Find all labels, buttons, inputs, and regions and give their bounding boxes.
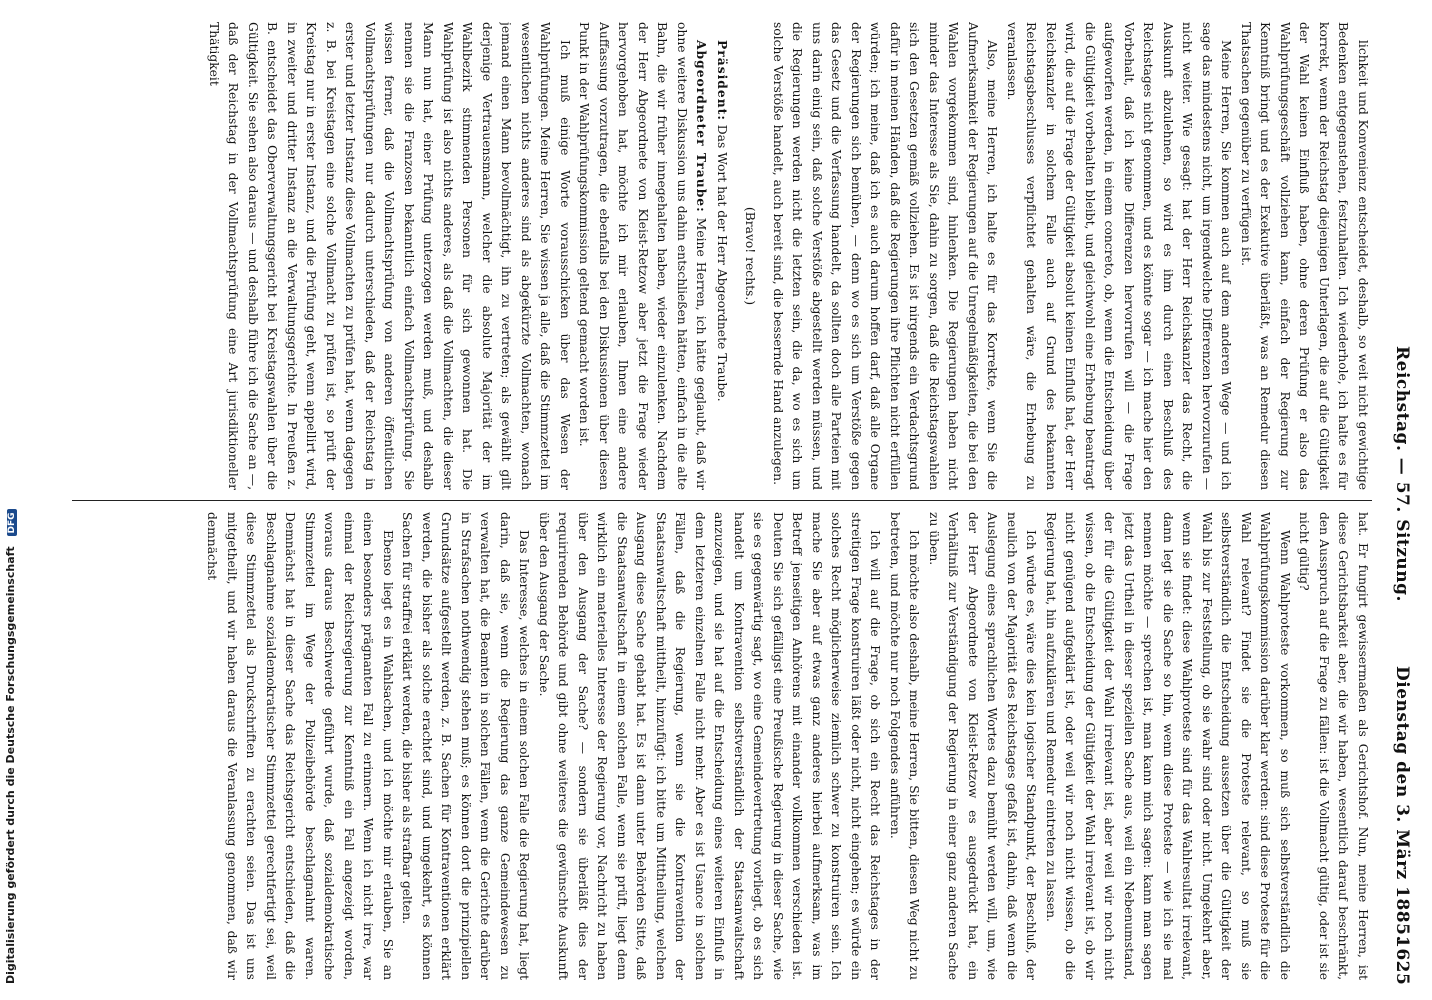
right-column: [52, 512, 1372, 980]
left-column: [52, 22, 1372, 490]
body-paragraph: Wenn Wahlproteste vorkommen, so muß sich selbstverständlich die Wahlprüfungskommission darüber klar werden: sind diese Proteste für die Wahl relevant? Findet sie die Proteste relevant, so muß sie selbstverständlich die Entscheidung aussetzen über die Gültigkeit der Wahl bis zur Feststellung, ob sie wahr sind oder nicht. Umgekehrt aber, wenn sie findet: diese Wahlproteste sind für das Wahlresultat irrelevant, dann legt sie die Sache so hin, wenn diese Proteste — wie ich sie mal nennen möchte — sprechen ist, man kann mich sagen: kann man sagen jetzt das Urtheil in dieser speziellen Sache aus, weil ein Nebenumstand, der für die Gültigkeit der Wahl irrelevant ist, aber weil wir noch nicht wissen, ob die Entscheidung der Gültigkeit der Wahl irrelevant ist, ob wir nicht genügend aufgeklärt ist, oder weil wir noch nicht wissen, ob die Regierung hat, hin aufzuklären und Remedur eintreten zu lassen.: [1044, 512, 1292, 980]
body-paragraph: Ich würde es, wäre dies kein logischer Standpunkt, der Beschluß, der neulich von der Majorität des Reichstages gefaßt ist, dahin, daß wenn die Auslegung eines sprachlichen Wortes dazu bemüht werden will, um, wie der Herr Abgeordnete von Kleist-Retzow es ausgedrückt hat, ein Verhältniß zur Verständigung der Regierung in einer ganz anderen Sache zu üben.: [927, 512, 1039, 980]
scanned-page: [47, 0, 1432, 1000]
body-paragraph: Ebenso liegt es in Wahlsachen, und ich möchte mir erlauben, Sie an einen besonders prägnanten Fall zu erinnern. Wenn ich nicht irre, war einmal der Reichsregierung zur Kenntniß ein Fall angezeigt worden, woraus daraus Beschwerde geführt wurde, daß sozialdemokratische Stimmzettel im Wege der Polizeibehörde beschlagnahmt waren. Demnächst hat in dieser Sache das Reichsgericht entschieden, daß die Beschlagnahme sozialdemokratischer Stimmzettel gerechtfertigt sei, weil diese Stimmzettel als Druckschriften zu erachten seien. Das ist uns mitgetheilt, und wir haben daraus die Veranlassung genommen, daß wir demnächst: [205, 512, 395, 980]
speaker-name: Präsident:: [715, 40, 730, 121]
body-paragraph: Also, meine Herren, ich halte es für das Korrekte, wenn Sie die Aufmerksamkeit der Regierungen auf die Unregelmäßigkeiten, die bei den Wahlen vorgekommen sind, hinlenken. Die Regierungen haben nicht minder das Interesse als Sie, dahin zu sorgen, daß die Reichstagswahlen sich den Gesetzen gemäß vollziehen. Es ist nirgends ein Verdachtsgrund dafür in meinen Händen, daß die Regierungen ihre Pflichten nicht erfüllen würden; ich meine, daß ich es auch darum hoffen darf, daß alle Organe der Regierungen sich bemühen, — denn wo es sich um Verstöße gegen das Gesetz und die Verfassung handelt, da sollten doch alle Parteien mit uns darin einig sein, daß solche Verstöße abgestellt werden müssen, und die Regierungen werden nicht die letzten sein, die da, wo es sich um solche Verstöße handelt, auch bereit sind, die bessernde Hand anzulegen.: [771, 22, 1000, 490]
applause-note: (Bravo! rechts.): [743, 206, 758, 306]
body-paragraph: Ich möchte also deshalb, meine Herren, Sie bitten, diesen Weg nicht zu betreten, und möchte nur noch Folgendes anführen.: [888, 512, 922, 980]
header-right: Dienstag den 3. März 1885.: [1392, 666, 1412, 942]
speech-text: Das Wort hat der Herr Abgeordnete Traube.: [715, 120, 729, 402]
body-paragraph: hat. Er fungirt gewissermaßen als Gerichtshof. Nun, meine Herren, ist diese Gerichtsbarkeit aber, die wir haben, wesentlich darauf beschränkt, den Ausspruch auf die Frage zu fällen: ist die Vollmacht gültig, oder ist sie nicht gültig?: [1297, 512, 1370, 980]
column-rule: [72, 500, 1372, 501]
speech-paragraph: [712, 22, 733, 490]
body-paragraph: Ich muß einige Worte vorausschicken über das Wesen der Wahlprüfungen. Meine Herren, Sie wissen ja alle, daß die Stimmzettel im wesentlichen nichts anderes sind als abgekürzte Vollmachten, wonach jemand einen Mann bevollmächtigt, ihn zu vertreten; als gewählt gilt derjenige Vertrauensmann, welcher die absolute Majorität der im Wahlbezirk stimmenden Personen für sich gewonnen hat. Die Wahlprüfung ist also nichts anderes, als daß die Vollmachten, die dieser Mann nun hat, einer Prüfung unterzogen werden muß, und deshalb nennen sie die Franzosen bekanntlich einfach Vollmachtsprüfung. Sie wissen ferner, daß die Vollmachtsprüfung von anderen öffentlichen Vollmachtsprüfungen nur dadurch unterschieden, daß der Reichstag in erster und letzter Instanz diese Vollmachten zu prüfen hat, wenn dagegen z. B. bei Kreistagen eine solche Vollmacht zu prüfen ist, so prüft der Kreistag nur in erster Instanz, und die Prüfung geht, wenn appellirt wird, in zweiter und dritter Instanz an die Verwaltungsgerichte. In Preußen z. B. entscheidet das Oberverwaltungsgericht bei Kreistagswahlen über die Gültigkeit. Sie sehen also daraus — und deshalb führe ich die Sache an —, daß der Reichstag in der Vollmachtsprüfung eine Art jurisdiktioneller Thätigkeit: [207, 22, 572, 490]
body-paragraph: lichkeit und Konvenienz entscheidet, deshalb, so weit nicht gewichtige Bedenken entgegenstehen, festzuhalten. Ich wiederhole, ich halte es für korrekt, wenn der Reichstag diejenigen Unterlagen, die auf die Gültigkeit der Wahl keinen Einfluß haben, ohne deren Prüfung er also das Wahlprüfungsgeschäft vollziehen kann, einfach der Regierung zur Kenntniß bringt und es der Exekutive überläßt, was an Remedur diesen Thatsachen gegenüber zu verfügen ist.: [1239, 22, 1370, 490]
header-left: Reichstag. — 57. Sitzung.: [1392, 346, 1412, 602]
speech-paragraph: [574, 22, 712, 490]
body-paragraph: Ich will auf die Frage, ob sich ein Recht das Reichstages in der streitigen Frage konstruiren läßt oder nicht, nicht eingehen; es würde ein solches Recht möglicherweise ziemlich schwer zu konstruiren sein. Ich mache Sie aber auf etwas ganz anderes hierbei aufmerksam, was im Betreff jenseitigen Anhörens mit einander vollkommen verschieden ist. Deuten Sie sich gefälligst eine Preußische Regierung in dieser Sache, wie sie es gegenwärtig sagt, wo eine Gemeindevertretung vorliegt, ob es sich handelt um Kontravention selbstverständlich der Staatsanwaltschaft anzuzeigen, und sie hat auf die Entscheidung eines weiteren Einfluß in dem letzteren einzelnen Falle nicht mehr. Aber es ist Usance in solchen Fällen, daß die Regierung, wenn sie die Kontravention der Staatsanwaltschaft mittheilt, hinzufügt: ich bitte um Mittheilung, welchen Ausgang diese Sache gehabt hat. Es ist dann unter Behörden Sitte, daß die Staatsanwaltschaft in einem solchen Falle, wenn sie prüft, liegt denn wirklich ein materielles Interesse der Regierung vor, Nachricht zu haben über den Ausgang der Sache? — sondern sie überläßt dies der requirirenden Behörde und gibt ohne weiteres die gewünschte Auskunft über den Ausgang der Sache.: [537, 512, 883, 980]
page-header: [1386, 26, 1416, 986]
dfg-logo: DFG: [7, 509, 17, 536]
body-paragraph: Das Interesse, welches in einem solchen Falle die Regierung hat, liegt darin, daß sie, wenn die Regierung das ganze Gemeindewesen zu verwalten hat, die Beamten in solchen Fällen, wenn die Gerichte darüber in Strafsachen nothwendig stehen muß; es können dort die prinzipiellen Grundsätze aufgestellt werden, z. B. Sachen für Kontraventionen erklärt werden, die bisher als solche erachtet sind, und umgekehrt, es können Sachen für straffrei erklärt werden, die bisher als strafbar gelten.: [400, 512, 532, 980]
credit-text: Digitalisierung gefördert durch die Deutsche Forschungsgemeinschaft: [4, 546, 17, 984]
credit-line: [4, 0, 20, 1000]
speaker-name: Abgeordneter Traube:: [694, 40, 710, 213]
speech-text: Meine Herren, ich hätte geglaubt, daß wir ohne weitere Diskussion uns dahin entschließen hätten, einfach in die alte Bahn, die wir früher innegehalten haben, wieder einzulenken. Nachdem der Herr Abgeordnete von Kleist-Retzow aber jetzt die Frage wieder hervorgehoben hat, möchte ich mir erlauben, Ihnen eine andere Auffassung vorzutragen, die ebenfalls bei den Diskussionen über diesen Punkt in der Wahlprüfungskommission geltend gemacht worden ist.: [577, 22, 709, 490]
page-number: 1625: [1392, 936, 1412, 986]
body-paragraph: Meine Herren, Sie kommen auch auf dem anderen Wege — und ich sage das mindestens nicht, um irgendwelche Differenzen hervorzurufen — nicht weiter. Wie gesagt: hat der Herr Reichskanzler das Recht, die Auskunft abzulehnen, so wird es ihm durch einen Beschluß des Reichstages nicht genommen, und es könnte sogar — ich mache hier den Vorbehalt, daß ich keine Differenzen hervorrufen will — die Frage aufgeworfen werden, in einem concreto, ob, wenn die Entscheidung über die Gültigkeit vorbehalten bleibt, und gleichwohl eine Erhebung beantragt wird, die auf die Frage der Gültigkeit absolut keinen Einfluß hat, der Herr Reichskanzler in solchem Falle auch auf Grund des bekannten Reichstagsbeschlusses verpflichtet gehalten wäre, die Erhebung zu veranlassen.: [1005, 22, 1234, 490]
